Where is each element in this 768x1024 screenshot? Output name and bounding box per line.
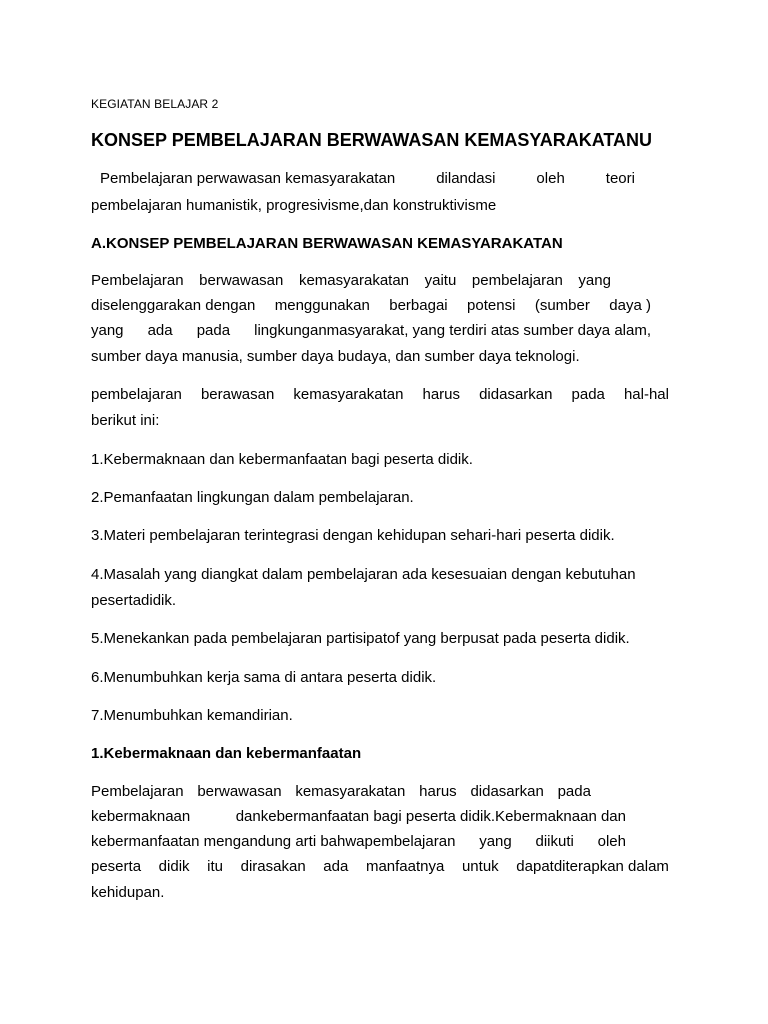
criteria-intro-line-1: [91, 386, 669, 404]
criteria-item-4: 4.Masalah yang diangkat dalam pembelajaran ada kesesuaian dengan kebutuhan: [91, 566, 636, 583]
word: yang: [91, 322, 124, 339]
word: diikuti: [535, 833, 574, 850]
word: dirasakan: [240, 858, 306, 875]
word: pembelajaran: [91, 386, 182, 403]
criteria-intro-line-2: berikut ini:: [91, 412, 160, 429]
word: harus: [422, 386, 461, 403]
criteria-item-5: 5.Menekankan pada pembelajaran partisipatof yang berpusat pada peserta didik.: [91, 630, 630, 647]
word: peserta: [91, 858, 142, 875]
section-1-line-5: kehidupan.: [91, 884, 165, 901]
word: berbagai: [389, 297, 448, 314]
word: pembelajaran: [471, 272, 563, 289]
word: harus: [419, 783, 457, 800]
intro-line-2: pembelajaran humanistik, progresivisme,dan konstruktivisme: [91, 197, 497, 214]
word: berwawasan: [197, 783, 282, 800]
section-a-heading: A.KONSEP PEMBELAJARAN BERWAWASAN KEMASYARAKATAN: [91, 235, 563, 252]
word: didasarkan: [470, 783, 544, 800]
word: diselenggarakan dengan: [91, 297, 256, 314]
document-title: KONSEP PEMBELAJARAN BERWAWASAN KEMASYARAKATANU: [91, 130, 653, 150]
word: pada: [196, 322, 231, 339]
word: manfaatnya: [365, 858, 445, 875]
word: (sumber: [534, 297, 590, 314]
word: kemasyarakatan: [298, 272, 410, 289]
intro-line-1: [91, 170, 635, 188]
word: pada: [571, 386, 605, 403]
section-1-line-2: [91, 808, 626, 826]
word: kebermanfaatan mengandung arti bahwapembelajaran: [91, 833, 456, 850]
intro-word: dilandasi: [436, 170, 496, 187]
criteria-item-7: 7.Menumbuhkan kemandirian.: [91, 707, 293, 724]
word: Pembelajaran: [91, 272, 184, 289]
section-1-line-4: [91, 858, 669, 876]
intro-word: oleh: [536, 170, 565, 187]
word: yaitu: [424, 272, 457, 289]
word: yang: [479, 833, 512, 850]
word: potensi: [467, 297, 516, 314]
criteria-item-3: 3.Materi pembelajaran terintegrasi dengan kehidupan sehari-hari peserta didik.: [91, 527, 615, 544]
word: untuk: [461, 858, 499, 875]
criteria-item-1: 1.Kebermaknaan dan kebermanfaatan bagi peserta didik.: [91, 451, 473, 468]
section-1-heading: 1.Kebermaknaan dan kebermanfaatan: [91, 745, 362, 762]
word: dapatditerapkan dalam: [516, 858, 669, 875]
word: yang: [578, 272, 611, 289]
criteria-item-4-continued: pesertadidik.: [91, 592, 177, 609]
section-a-line-4: sumber daya manusia, sumber daya budaya, dan sumber daya teknologi.: [91, 348, 580, 365]
intro-word: Pembelajaran perwawasan kemasyarakatan: [100, 170, 396, 187]
word: dankebermanfaatan bagi peserta didik.Kebermaknaan dan: [235, 808, 626, 825]
word: hal-hal: [623, 386, 669, 403]
word: ada: [147, 322, 173, 339]
word: ada: [323, 858, 349, 875]
word: menggunakan: [274, 297, 370, 314]
word: Pembelajaran: [91, 783, 184, 800]
intro-word: teori: [605, 170, 635, 187]
word: didik: [158, 858, 190, 875]
kicker-label: KEGIATAN BELAJAR 2: [91, 97, 219, 111]
word: pada: [557, 783, 591, 800]
section-1-line-3: [91, 833, 626, 851]
section-a-line-2: [91, 297, 651, 315]
section-a-line-3: [91, 322, 651, 340]
word: lingkunganmasyarakat, yang terdiri atas sumber daya alam,: [254, 322, 651, 339]
word: didasarkan: [479, 386, 553, 403]
word: berawasan: [200, 386, 275, 403]
word: berwawasan: [199, 272, 284, 289]
criteria-item-6: 6.Menumbuhkan kerja sama di antara peserta didik.: [91, 669, 437, 686]
section-1-line-1: [91, 783, 591, 801]
word: oleh: [597, 833, 626, 850]
criteria-item-2: 2.Pemanfaatan lingkungan dalam pembelajaran.: [91, 489, 414, 506]
word: kebermaknaan: [91, 808, 191, 825]
word: kemasyarakatan: [295, 783, 406, 800]
word: kemasyarakatan: [293, 386, 404, 403]
word: daya ): [609, 297, 651, 314]
section-a-line-1: [91, 272, 611, 290]
word: itu: [207, 858, 223, 875]
